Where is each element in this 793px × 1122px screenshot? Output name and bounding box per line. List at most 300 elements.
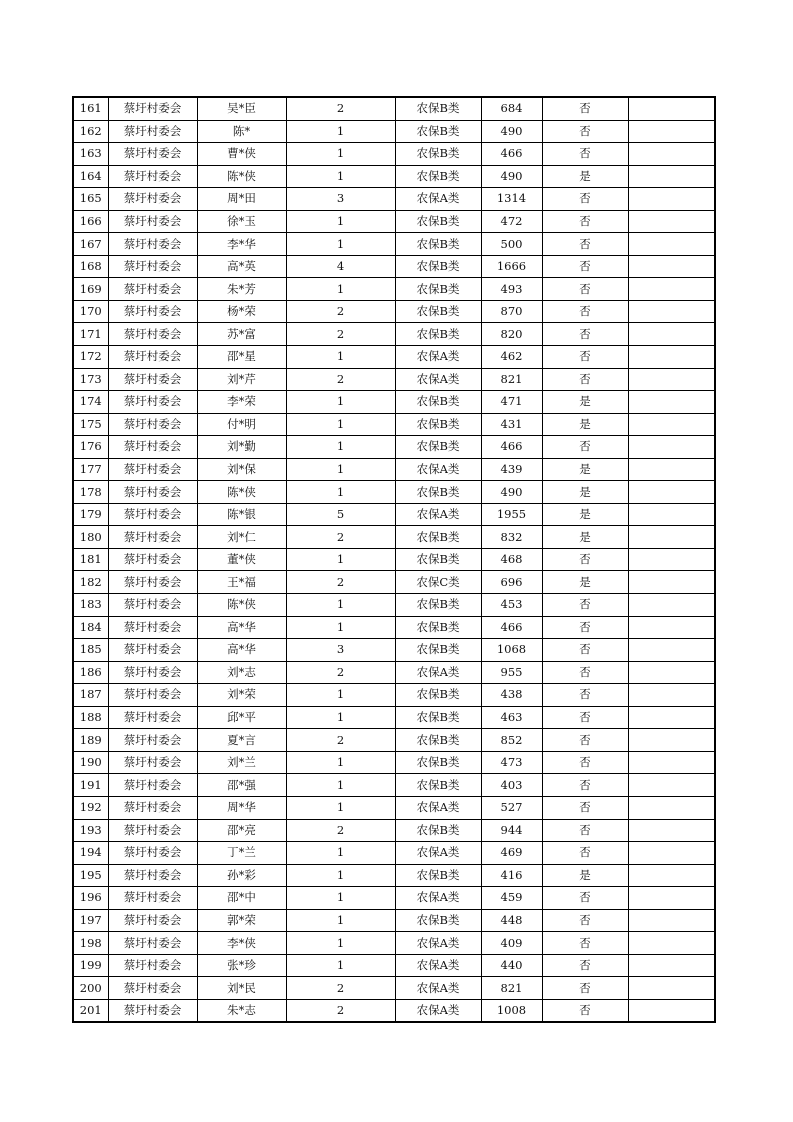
- cell-name: 高*英: [197, 255, 286, 278]
- cell-amount: 462: [481, 346, 542, 369]
- cell-row-number: 175: [73, 413, 108, 436]
- cell-flag: 否: [542, 210, 628, 233]
- table-row: [73, 616, 715, 639]
- cell-insurance-type: 农保A类: [395, 887, 481, 910]
- cell-flag: 否: [542, 796, 628, 819]
- table-row: [73, 932, 715, 955]
- cell-amount: 684: [481, 97, 542, 120]
- cell-village: 蔡圩村委会: [108, 751, 197, 774]
- cell-flag: 否: [542, 751, 628, 774]
- cell-amount: 466: [481, 143, 542, 166]
- cell-village: 蔡圩村委会: [108, 729, 197, 752]
- cell-flag: 是: [542, 571, 628, 594]
- cell-village: 蔡圩村委会: [108, 999, 197, 1022]
- cell-name: 邱*平: [197, 706, 286, 729]
- cell-insurance-type: 农保B类: [395, 436, 481, 459]
- cell-row-number: 189: [73, 729, 108, 752]
- cell-amount: 820: [481, 323, 542, 346]
- table-row: [73, 97, 715, 120]
- cell-insurance-type: 农保B类: [395, 729, 481, 752]
- cell-row-number: 165: [73, 188, 108, 211]
- cell-household-size: 1: [286, 346, 395, 369]
- cell-flag: 否: [542, 188, 628, 211]
- cell-flag: 否: [542, 774, 628, 797]
- cell-name: 周*华: [197, 796, 286, 819]
- cell-flag: 否: [542, 300, 628, 323]
- table-row: [73, 999, 715, 1022]
- cell-name: 邵*亮: [197, 819, 286, 842]
- cell-amount: 490: [481, 165, 542, 188]
- cell-amount: 1314: [481, 188, 542, 211]
- cell-insurance-type: 农保A类: [395, 661, 481, 684]
- table-row: [73, 413, 715, 436]
- table-row: [73, 210, 715, 233]
- cell-amount: 490: [481, 120, 542, 143]
- cell-insurance-type: 农保B类: [395, 481, 481, 504]
- cell-insurance-type: 农保A类: [395, 458, 481, 481]
- cell-amount: 500: [481, 233, 542, 256]
- cell-remark: [628, 999, 715, 1022]
- cell-remark: [628, 210, 715, 233]
- cell-village: 蔡圩村委会: [108, 796, 197, 819]
- cell-household-size: 1: [286, 864, 395, 887]
- cell-village: 蔡圩村委会: [108, 120, 197, 143]
- table-row: [73, 143, 715, 166]
- cell-insurance-type: 农保A类: [395, 368, 481, 391]
- cell-insurance-type: 农保B类: [395, 548, 481, 571]
- cell-flag: 否: [542, 684, 628, 707]
- cell-amount: 463: [481, 706, 542, 729]
- cell-remark: [628, 706, 715, 729]
- cell-row-number: 197: [73, 909, 108, 932]
- table-row: [73, 165, 715, 188]
- cell-amount: 473: [481, 751, 542, 774]
- table-row: [73, 436, 715, 459]
- cell-amount: 471: [481, 391, 542, 414]
- cell-row-number: 193: [73, 819, 108, 842]
- cell-row-number: 173: [73, 368, 108, 391]
- cell-amount: 955: [481, 661, 542, 684]
- cell-village: 蔡圩村委会: [108, 594, 197, 617]
- cell-name: 丁*兰: [197, 842, 286, 865]
- cell-name: 夏*言: [197, 729, 286, 752]
- cell-row-number: 178: [73, 481, 108, 504]
- cell-row-number: 181: [73, 548, 108, 571]
- cell-flag: 否: [542, 120, 628, 143]
- cell-name: 朱*志: [197, 999, 286, 1022]
- cell-name: 吴*臣: [197, 97, 286, 120]
- cell-village: 蔡圩村委会: [108, 864, 197, 887]
- cell-remark: [628, 819, 715, 842]
- cell-remark: [628, 233, 715, 256]
- cell-village: 蔡圩村委会: [108, 391, 197, 414]
- cell-insurance-type: 农保C类: [395, 571, 481, 594]
- cell-village: 蔡圩村委会: [108, 909, 197, 932]
- cell-household-size: 1: [286, 774, 395, 797]
- cell-flag: 否: [542, 729, 628, 752]
- table-row: [73, 481, 715, 504]
- cell-remark: [628, 323, 715, 346]
- cell-household-size: 1: [286, 751, 395, 774]
- cell-insurance-type: 农保B类: [395, 819, 481, 842]
- cell-name: 高*华: [197, 639, 286, 662]
- cell-remark: [628, 864, 715, 887]
- table-row: [73, 391, 715, 414]
- cell-household-size: 1: [286, 706, 395, 729]
- cell-name: 李*荣: [197, 391, 286, 414]
- cell-row-number: 171: [73, 323, 108, 346]
- cell-village: 蔡圩村委会: [108, 639, 197, 662]
- cell-flag: 否: [542, 661, 628, 684]
- cell-remark: [628, 526, 715, 549]
- table-row: [73, 661, 715, 684]
- cell-insurance-type: 农保B类: [395, 233, 481, 256]
- cell-name: 刘*芹: [197, 368, 286, 391]
- cell-remark: [628, 684, 715, 707]
- cell-flag: 是: [542, 503, 628, 526]
- cell-household-size: 1: [286, 932, 395, 955]
- cell-village: 蔡圩村委会: [108, 932, 197, 955]
- table-row: [73, 120, 715, 143]
- cell-household-size: 4: [286, 255, 395, 278]
- cell-household-size: 1: [286, 391, 395, 414]
- cell-household-size: 3: [286, 188, 395, 211]
- cell-village: 蔡圩村委会: [108, 188, 197, 211]
- cell-flag: 否: [542, 233, 628, 256]
- cell-amount: 832: [481, 526, 542, 549]
- cell-remark: [628, 616, 715, 639]
- cell-remark: [628, 751, 715, 774]
- cell-amount: 468: [481, 548, 542, 571]
- cell-flag: 否: [542, 278, 628, 301]
- cell-household-size: 1: [286, 436, 395, 459]
- cell-name: 孙*彩: [197, 864, 286, 887]
- data-table: [72, 96, 716, 1023]
- cell-flag: 否: [542, 143, 628, 166]
- cell-name: 刘*志: [197, 661, 286, 684]
- cell-row-number: 185: [73, 639, 108, 662]
- cell-household-size: 5: [286, 503, 395, 526]
- cell-village: 蔡圩村委会: [108, 436, 197, 459]
- cell-village: 蔡圩村委会: [108, 210, 197, 233]
- cell-village: 蔡圩村委会: [108, 165, 197, 188]
- cell-remark: [628, 571, 715, 594]
- cell-name: 张*珍: [197, 954, 286, 977]
- cell-name: 李*华: [197, 233, 286, 256]
- cell-household-size: 2: [286, 977, 395, 1000]
- cell-village: 蔡圩村委会: [108, 143, 197, 166]
- cell-name: 苏*富: [197, 323, 286, 346]
- table-row: [73, 368, 715, 391]
- cell-flag: 否: [542, 706, 628, 729]
- cell-row-number: 194: [73, 842, 108, 865]
- cell-insurance-type: 农保B类: [395, 526, 481, 549]
- cell-row-number: 177: [73, 458, 108, 481]
- cell-household-size: 1: [286, 413, 395, 436]
- cell-insurance-type: 农保B类: [395, 300, 481, 323]
- cell-insurance-type: 农保B类: [395, 639, 481, 662]
- cell-household-size: 2: [286, 819, 395, 842]
- cell-name: 杨*荣: [197, 300, 286, 323]
- cell-name: 曹*侠: [197, 143, 286, 166]
- cell-remark: [628, 391, 715, 414]
- cell-village: 蔡圩村委会: [108, 616, 197, 639]
- cell-insurance-type: 农保B类: [395, 909, 481, 932]
- cell-name: 邵*星: [197, 346, 286, 369]
- cell-name: 刘*荣: [197, 684, 286, 707]
- cell-row-number: 163: [73, 143, 108, 166]
- cell-row-number: 179: [73, 503, 108, 526]
- cell-remark: [628, 796, 715, 819]
- cell-insurance-type: 农保B类: [395, 165, 481, 188]
- cell-amount: 852: [481, 729, 542, 752]
- cell-remark: [628, 255, 715, 278]
- cell-household-size: 1: [286, 481, 395, 504]
- cell-row-number: 199: [73, 954, 108, 977]
- cell-amount: 466: [481, 616, 542, 639]
- cell-village: 蔡圩村委会: [108, 571, 197, 594]
- cell-name: 刘*勤: [197, 436, 286, 459]
- cell-insurance-type: 农保A类: [395, 346, 481, 369]
- cell-amount: 527: [481, 796, 542, 819]
- cell-village: 蔡圩村委会: [108, 323, 197, 346]
- cell-amount: 870: [481, 300, 542, 323]
- cell-name: 陈*侠: [197, 594, 286, 617]
- cell-household-size: 1: [286, 120, 395, 143]
- cell-amount: 696: [481, 571, 542, 594]
- cell-village: 蔡圩村委会: [108, 255, 197, 278]
- cell-amount: 440: [481, 954, 542, 977]
- cell-remark: [628, 143, 715, 166]
- cell-row-number: 188: [73, 706, 108, 729]
- cell-insurance-type: 农保A类: [395, 999, 481, 1022]
- cell-name: 付*明: [197, 413, 286, 436]
- cell-household-size: 1: [286, 796, 395, 819]
- cell-row-number: 180: [73, 526, 108, 549]
- cell-flag: 否: [542, 819, 628, 842]
- table-row: [73, 526, 715, 549]
- cell-row-number: 183: [73, 594, 108, 617]
- table-row: [73, 796, 715, 819]
- cell-flag: 否: [542, 639, 628, 662]
- cell-amount: 821: [481, 977, 542, 1000]
- cell-amount: 439: [481, 458, 542, 481]
- cell-row-number: 161: [73, 97, 108, 120]
- cell-remark: [628, 729, 715, 752]
- cell-name: 陈*侠: [197, 165, 286, 188]
- cell-amount: 453: [481, 594, 542, 617]
- table-row: [73, 819, 715, 842]
- cell-household-size: 1: [286, 954, 395, 977]
- cell-flag: 否: [542, 909, 628, 932]
- cell-row-number: 198: [73, 932, 108, 955]
- cell-flag: 否: [542, 436, 628, 459]
- cell-amount: 469: [481, 842, 542, 865]
- cell-name: 王*福: [197, 571, 286, 594]
- cell-amount: 409: [481, 932, 542, 955]
- table-row: [73, 977, 715, 1000]
- cell-village: 蔡圩村委会: [108, 526, 197, 549]
- table-row: [73, 548, 715, 571]
- cell-flag: 否: [542, 616, 628, 639]
- cell-insurance-type: 农保B类: [395, 864, 481, 887]
- cell-village: 蔡圩村委会: [108, 548, 197, 571]
- cell-name: 董*侠: [197, 548, 286, 571]
- cell-household-size: 1: [286, 143, 395, 166]
- cell-household-size: 2: [286, 300, 395, 323]
- cell-household-size: 2: [286, 999, 395, 1022]
- cell-village: 蔡圩村委会: [108, 774, 197, 797]
- cell-remark: [628, 594, 715, 617]
- cell-remark: [628, 300, 715, 323]
- cell-household-size: 1: [286, 458, 395, 481]
- cell-row-number: 172: [73, 346, 108, 369]
- table-row: [73, 571, 715, 594]
- cell-village: 蔡圩村委会: [108, 977, 197, 1000]
- cell-household-size: 1: [286, 616, 395, 639]
- cell-household-size: 1: [286, 233, 395, 256]
- cell-remark: [628, 887, 715, 910]
- cell-flag: 否: [542, 842, 628, 865]
- cell-village: 蔡圩村委会: [108, 300, 197, 323]
- cell-insurance-type: 农保B类: [395, 751, 481, 774]
- cell-household-size: 2: [286, 323, 395, 346]
- cell-insurance-type: 农保B类: [395, 413, 481, 436]
- cell-insurance-type: 农保A类: [395, 977, 481, 1000]
- cell-insurance-type: 农保B类: [395, 684, 481, 707]
- cell-flag: 否: [542, 977, 628, 1000]
- cell-insurance-type: 农保A类: [395, 932, 481, 955]
- cell-insurance-type: 农保B类: [395, 210, 481, 233]
- cell-name: 陈*: [197, 120, 286, 143]
- cell-village: 蔡圩村委会: [108, 413, 197, 436]
- cell-row-number: 164: [73, 165, 108, 188]
- cell-flag: 是: [542, 391, 628, 414]
- cell-row-number: 190: [73, 751, 108, 774]
- cell-row-number: 187: [73, 684, 108, 707]
- cell-amount: 1068: [481, 639, 542, 662]
- cell-row-number: 169: [73, 278, 108, 301]
- cell-remark: [628, 842, 715, 865]
- cell-household-size: 2: [286, 661, 395, 684]
- cell-household-size: 1: [286, 548, 395, 571]
- cell-name: 高*华: [197, 616, 286, 639]
- table-row: [73, 909, 715, 932]
- cell-household-size: 2: [286, 97, 395, 120]
- cell-amount: 459: [481, 887, 542, 910]
- cell-household-size: 1: [286, 594, 395, 617]
- cell-row-number: 168: [73, 255, 108, 278]
- cell-flag: 否: [542, 346, 628, 369]
- cell-flag: 否: [542, 368, 628, 391]
- cell-insurance-type: 农保A类: [395, 796, 481, 819]
- cell-household-size: 1: [286, 909, 395, 932]
- cell-remark: [628, 639, 715, 662]
- cell-amount: 821: [481, 368, 542, 391]
- cell-remark: [628, 278, 715, 301]
- table-row: [73, 300, 715, 323]
- cell-remark: [628, 661, 715, 684]
- cell-household-size: 2: [286, 729, 395, 752]
- cell-village: 蔡圩村委会: [108, 278, 197, 301]
- cell-remark: [628, 97, 715, 120]
- cell-village: 蔡圩村委会: [108, 819, 197, 842]
- cell-name: 李*侠: [197, 932, 286, 955]
- cell-insurance-type: 农保B类: [395, 323, 481, 346]
- cell-name: 陈*银: [197, 503, 286, 526]
- cell-name: 刘*兰: [197, 751, 286, 774]
- cell-remark: [628, 368, 715, 391]
- table-row: [73, 751, 715, 774]
- cell-row-number: 192: [73, 796, 108, 819]
- cell-village: 蔡圩村委会: [108, 368, 197, 391]
- cell-village: 蔡圩村委会: [108, 954, 197, 977]
- cell-flag: 是: [542, 526, 628, 549]
- cell-amount: 416: [481, 864, 542, 887]
- cell-flag: 否: [542, 887, 628, 910]
- cell-insurance-type: 农保B类: [395, 120, 481, 143]
- cell-remark: [628, 774, 715, 797]
- cell-village: 蔡圩村委会: [108, 706, 197, 729]
- cell-village: 蔡圩村委会: [108, 97, 197, 120]
- cell-row-number: 162: [73, 120, 108, 143]
- cell-village: 蔡圩村委会: [108, 481, 197, 504]
- cell-name: 陈*侠: [197, 481, 286, 504]
- cell-row-number: 166: [73, 210, 108, 233]
- cell-household-size: 1: [286, 278, 395, 301]
- cell-row-number: 184: [73, 616, 108, 639]
- table-body: [73, 97, 715, 1022]
- cell-amount: 493: [481, 278, 542, 301]
- table-row: [73, 346, 715, 369]
- cell-row-number: 167: [73, 233, 108, 256]
- cell-village: 蔡圩村委会: [108, 661, 197, 684]
- cell-remark: [628, 458, 715, 481]
- cell-amount: 472: [481, 210, 542, 233]
- cell-remark: [628, 120, 715, 143]
- cell-row-number: 201: [73, 999, 108, 1022]
- cell-remark: [628, 413, 715, 436]
- cell-amount: 431: [481, 413, 542, 436]
- cell-village: 蔡圩村委会: [108, 346, 197, 369]
- cell-name: 朱*芳: [197, 278, 286, 301]
- cell-flag: 是: [542, 413, 628, 436]
- cell-insurance-type: 农保B类: [395, 255, 481, 278]
- cell-household-size: 2: [286, 368, 395, 391]
- cell-flag: 否: [542, 548, 628, 571]
- cell-remark: [628, 188, 715, 211]
- cell-insurance-type: 农保B类: [395, 594, 481, 617]
- cell-name: 刘*保: [197, 458, 286, 481]
- cell-flag: 否: [542, 323, 628, 346]
- cell-remark: [628, 165, 715, 188]
- cell-village: 蔡圩村委会: [108, 887, 197, 910]
- table-row: [73, 323, 715, 346]
- cell-remark: [628, 436, 715, 459]
- cell-row-number: 186: [73, 661, 108, 684]
- table-row: [73, 684, 715, 707]
- cell-insurance-type: 农保B类: [395, 774, 481, 797]
- cell-amount: 438: [481, 684, 542, 707]
- cell-name: 郭*荣: [197, 909, 286, 932]
- cell-row-number: 174: [73, 391, 108, 414]
- cell-insurance-type: 农保B类: [395, 97, 481, 120]
- cell-insurance-type: 农保B类: [395, 706, 481, 729]
- cell-name: 邵*强: [197, 774, 286, 797]
- cell-flag: 是: [542, 165, 628, 188]
- cell-flag: 否: [542, 932, 628, 955]
- cell-insurance-type: 农保B类: [395, 616, 481, 639]
